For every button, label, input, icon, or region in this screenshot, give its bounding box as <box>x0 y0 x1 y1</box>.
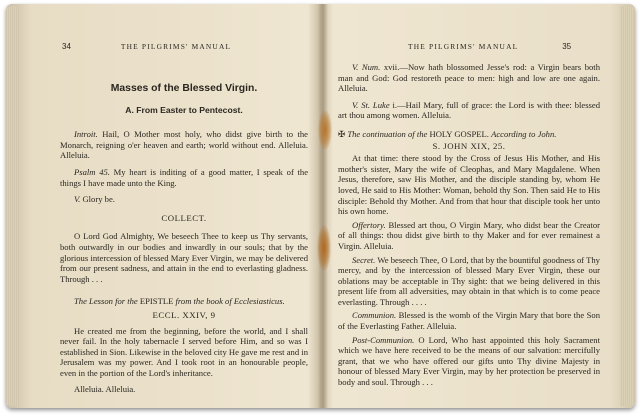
left-header-title: THE PILGRIMS' MANUAL <box>120 42 232 51</box>
gospel-reference: S. JOHN XIX, 25. <box>432 140 506 151</box>
postcommunion-through: Through . . . <box>390 377 433 388</box>
secret-label: Secret. <box>352 254 376 265</box>
right-running-head <box>408 42 571 51</box>
gospel-intro: The continuation of the <box>347 128 428 139</box>
gospel-caps: HOLY GOSPEL. <box>429 128 489 139</box>
numbers-paragraph <box>338 62 600 94</box>
secret-paragraph <box>338 255 600 308</box>
right-page-number: 35 <box>562 42 572 51</box>
postcommunion-label: Post-Communion. <box>352 334 415 345</box>
lesson-heading <box>60 296 308 307</box>
luke-paragraph <box>338 100 600 121</box>
numbers-text: xvii.—Now hath blossomed Jesse's rod: a Virgin bears both man and God: God restoreth peace to men: high and low are one again. Alleluia. <box>338 62 600 94</box>
right-header-title: THE PILGRIMS' MANUAL <box>408 42 519 51</box>
page-edges-left <box>6 6 20 406</box>
numbers-label: V. Num. <box>352 62 381 72</box>
versicle-label: V. <box>74 194 81 205</box>
offertory-label: Offertory. <box>352 219 386 230</box>
offertory-text: Blessed art thou, O Virgin Mary, who didst bear the Creator of all things: thou didst give birth to thy Maker and for ever remainest a Virgin. Alleluia. <box>338 219 600 251</box>
lesson-reference: ECCL. XXIV, 9 <box>152 309 216 320</box>
psalm-label: Psalm 45. <box>74 166 110 177</box>
left-page-number: 34 <box>62 42 71 51</box>
left-running-head <box>62 42 231 51</box>
postcommunion-text: O Lord, Who hast appointed this holy Sacrament which we have here received to be the means of our salvation: mercifully grant, that we who have offered our gifts unto Thy divine Majesty in honour of blessed Mary Ever Virgin, may by her protection be preserved in body and soul. <box>338 334 600 388</box>
left-page <box>60 84 308 401</box>
offertory-paragraph <box>338 220 600 252</box>
lesson-epistle: EPISTLE <box>139 296 174 307</box>
secret-text: We beseech Thee, O Lord, that by the bountiful goodness of Thy mercy, and by the intercession of blessed Mary Ever Virgin, these our oblations may be acceptable in Thy sight: that we being delivered in this present life from all adversities, may obtain in that which is to come peace everlasting. <box>338 254 600 307</box>
gospel-paragraph: At that time: there stood by the Cross of Jesus His Mother, and His mother's sister, Mary the wife of Cleophas, and Mary Magdalene. When Jesus, therefore, saw His Mother, and the disciple standing by, whom He loved, He said to His Mother: Woman, behold thy Son. Then said He to His disciple: Behold thy Mother. And from that hour that disciple took her unto his own home. <box>338 153 600 217</box>
psalm-paragraph <box>60 167 308 188</box>
stain-mark <box>318 110 332 150</box>
section-title: Masses of the Blessed Virgin. <box>110 83 258 94</box>
cross-icon: ✠ <box>338 128 346 139</box>
introit-label: Introit. <box>74 129 98 140</box>
luke-label: V. St. Luke <box>352 99 390 110</box>
introit-paragraph <box>60 129 308 161</box>
gospel-heading <box>338 129 600 140</box>
right-page <box>338 62 600 388</box>
communion-paragraph <box>338 310 600 331</box>
lesson-paragraph: He created me from the beginning, before the world, and I shall never fail. In the holy tabernacle I served before Him, and so was I established in Sion. Likewise in the beloved city He gave me rest and in Jerusalem was my power. And I took root in an honourable people, even in the portion of the Lord's inheritance. <box>60 325 308 378</box>
lesson-intro: The Lesson for the <box>74 296 138 307</box>
versicle-text: Glory be. <box>82 194 115 205</box>
psalm-text: My heart is inditing of a good matter, I speak of the things I have made unto the King. <box>60 166 309 188</box>
closing-alleluia: Alleluia. Alleluia. <box>74 384 136 395</box>
luke-text: i.—Hail Mary, full of grace: the Lord is with thee: blessed art thou among women. Alleluia. <box>338 99 600 121</box>
book-spine <box>318 4 328 408</box>
secret-through: Through . . . . <box>379 296 427 307</box>
versicle-paragraph <box>60 194 308 205</box>
page-edges-right <box>620 6 634 406</box>
collect-through: Through . . . <box>60 273 103 284</box>
postcommunion-paragraph <box>338 335 600 388</box>
lesson-rest: from the book of Ecclesiasticus. <box>175 296 285 307</box>
gospel-rest: According to John. <box>491 128 557 139</box>
communion-text: Blessed is the womb of the Virgin Mary that bore the Son of the Everlasting Father. Alleluia. <box>338 310 600 332</box>
stain-mark <box>317 225 331 271</box>
section-subtitle: A. From Easter to Pentecost. <box>125 104 243 115</box>
collect-paragraph <box>60 231 308 284</box>
communion-label: Communion. <box>352 310 397 321</box>
introit-text: Hail, O Mother most holy, who didst give birth to the Monarch, reigning o'er heaven and earth; world without end. Alleluia. Alleluia. <box>60 129 308 161</box>
collect-heading: COLLECT. <box>161 212 207 223</box>
collect-text: O Lord God Almighty, We beseech Thee to keep us Thy servants, both outwardly in our bodies and inwardly in our souls; that by the glorious intercession of blessed Mary Ever Virgin, we may be delivered from our present sadness, and attain in the end to everlasting gladness. <box>60 231 308 274</box>
